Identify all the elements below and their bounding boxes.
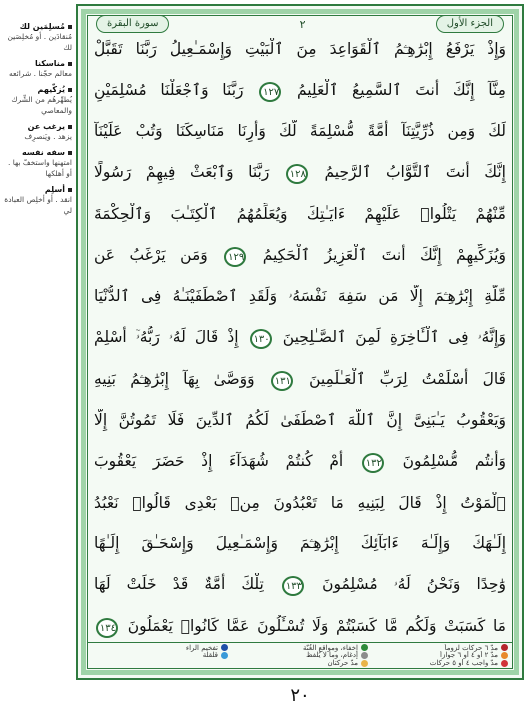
- color-dot-icon: [501, 660, 508, 667]
- legend-label: إخفاء، ومواقع الغُنّة: [302, 643, 358, 652]
- text-line: [94, 450, 506, 473]
- legend-label: تفخيم الراء: [185, 643, 218, 652]
- glossary-entry: [2, 22, 72, 53]
- text-line: [94, 326, 506, 349]
- verse-text: وَٰحِدًا وَنَحْنُ لَهُۥ مُسْلِمُونَ: [322, 575, 506, 594]
- verse-text: مَا كَسَبَتْ وَلَكُم مَّا كَسَبْتُمْ وَلَا تُسْـَٔلُونَ عَمَّا كَانُوا۟ يَعْمَلُونَ: [127, 616, 506, 635]
- glossary-definition: يُطهِّرهُم من الشِّرك والمعاصي: [11, 95, 72, 115]
- margin-glossary: [2, 22, 72, 222]
- glossary-term: يرغب عن: [2, 122, 72, 131]
- verse-text: إِنَّكَ أَنتَ ٱلتَّوَّابُ ٱلرَّحِيمُ: [324, 163, 506, 182]
- legend-item: [232, 659, 368, 667]
- page-header: [88, 14, 512, 34]
- legend-item: [372, 659, 508, 667]
- color-dot-icon: [361, 652, 368, 659]
- legend-item: [92, 651, 228, 659]
- ayah-number-marker: ١٣٠: [250, 329, 272, 349]
- verse-text: ٱلْمَوْتُ إِذْ قَالَ لِبَنِيهِ مَا تَعْبُدُونَ مِنۢ بَعْدِى قَالُوا۟ نَعْبُدُ: [94, 493, 506, 512]
- text-line: [94, 492, 506, 514]
- legend-label: مدّ ٢ أو ٤ أو ٦ جوازاً: [440, 651, 498, 660]
- color-dot-icon: [501, 652, 508, 659]
- verse-text: وَيُزَكِّيهِمْ إِنَّكَ أَنتَ ٱلْعَزِيزُ ٱلْحَكِيمُ: [262, 245, 506, 264]
- juz-label: الجزء الأول: [436, 15, 504, 33]
- glossary-definition: امتهنها واستخفّ بها . أو أهلكها: [7, 158, 72, 178]
- color-dot-icon: [361, 644, 368, 651]
- color-dot-icon: [501, 644, 508, 651]
- text-line: [94, 409, 506, 431]
- verse-text: لَكَ وَمِن ذُرِّيَّتِنَآ أُمَّةً مُّسْلِمَةً لَّكَ وَأَرِنَا مَنَاسِكَنَا وَتُبْ عَلَيْنَآ: [94, 122, 506, 141]
- legend-label: قلقلة: [202, 651, 218, 660]
- color-dot-icon: [221, 652, 228, 659]
- text-line: [94, 161, 506, 184]
- glossary-term: سفه نفسه: [2, 148, 72, 157]
- verse-text: وَمَن يَرْغَبُ عَن: [94, 245, 208, 264]
- verse-text: مِّلَّةِ إِبْرَٰهِـۧمَ إِلَّا مَن سَفِهَ نَفْسَهُۥ وَلَقَدِ ٱصْطَفَيْنَـٰهُ فِى ٱلدُّنْيَا: [94, 287, 506, 306]
- glossary-term: أسلِم: [2, 185, 72, 194]
- verse-text: إِذْ قَالَ لَهُۥ رَبُّهُۥٓ أَسْلِمْ: [94, 327, 239, 346]
- ayah-number-marker: ١٣٤: [96, 618, 118, 638]
- glossary-definition: انقد . أو أخلِص العبادة لي: [4, 195, 72, 215]
- page-frame: [76, 4, 524, 680]
- verse-text: رَبَّنَا وَٱبْعَثْ فِيهِمْ رَسُولًا: [94, 163, 270, 182]
- color-dot-icon: [221, 644, 228, 651]
- text-line: [94, 285, 506, 307]
- surah-label: سورة البقرة: [96, 15, 169, 33]
- verse-text: رَبَّنَا وَٱجْعَلْنَا مُسْلِمَيْنِ: [94, 80, 244, 99]
- verse-text: وَإِنَّهُۥ فِى ٱلْـَٔاخِرَةِ لَمِنَ ٱلصَّـٰلِحِينَ: [282, 327, 506, 346]
- ayah-number-marker: ١٣١: [271, 371, 293, 391]
- glossary-entry: [2, 185, 72, 216]
- text-line: [94, 615, 506, 638]
- verse-text: وَإِذْ يَرْفَعُ إِبْرَٰهِـۧمُ ٱلْقَوَاعِدَ مِنَ ٱلْبَيْتِ وَإِسْمَـٰعِيلُ رَبَّنَا تَقَبَّلْ: [94, 40, 506, 58]
- page-number: ٢٠: [290, 685, 310, 706]
- verse-text: قَالَ أَسْلَمْتُ لِرَبِّ ٱلْعَـٰلَمِينَ: [309, 369, 506, 388]
- glossary-term: مناسكنا: [2, 59, 72, 68]
- glossary-definition: يزهد . ويَنصرِف: [24, 132, 72, 141]
- ayah-number-marker: ١٣٣: [282, 576, 304, 596]
- header-page-number: ٢: [299, 17, 306, 31]
- verse-text: أَمْ كُنتُمْ شُهَدَآءَ إِذْ حَضَرَ يَعْقُوبَ: [94, 452, 344, 471]
- text-line: [94, 203, 506, 225]
- text-line: [94, 368, 506, 391]
- text-line: [94, 79, 506, 102]
- glossary-entry: [2, 122, 72, 142]
- glossary-term: مُسلِمَين لك: [2, 22, 72, 31]
- verse-text: وَأَنتُم مُّسْلِمُونَ: [402, 452, 506, 471]
- glossary-entry: [2, 148, 72, 179]
- color-dot-icon: [361, 660, 368, 667]
- text-line: [94, 38, 506, 60]
- verse-text: إِلَـٰهَكَ وَإِلَـٰهَ ءَابَآئِكَ إِبْرَٰهِـۧمَ وَإِسْمَـٰعِيلَ وَإِسْحَـٰقَ إِلَـٰهًا: [94, 534, 506, 553]
- legend-label: إدغام، وما لا يُلفظ: [306, 651, 358, 660]
- legend-label: مدّ ٦ حركات لزوماً: [444, 643, 498, 652]
- glossary-definition: مُنقادَين . أو مُخلِصَين لك: [7, 32, 72, 52]
- text-line: [94, 120, 506, 142]
- tajweed-legend: [88, 642, 512, 668]
- glossary-entry: [2, 59, 72, 79]
- verse-text: وَيَعْقُوبُ يَـٰبَنِىَّ إِنَّ ٱللَّهَ ٱصْطَفَىٰ لَكُمُ ٱلدِّينَ فَلَا تَمُوتُنَّ إِلَّا: [94, 411, 506, 430]
- text-line: [94, 573, 506, 596]
- ayah-number-marker: ١٢٧: [259, 82, 281, 102]
- glossary-term: يُزكّيهم: [2, 85, 72, 94]
- glossary-definition: معالم حجّنا . شرائعه: [9, 69, 72, 78]
- glossary-entry: [2, 85, 72, 116]
- ayah-number-marker: ١٣٢: [362, 453, 384, 473]
- text-line: [94, 244, 506, 267]
- verse-text: مِنَّآ إِنَّكَ أَنتَ ٱلسَّمِيعُ ٱلْعَلِيمُ: [296, 80, 506, 99]
- ayah-number-marker: ١٢٨: [286, 164, 308, 184]
- verse-text: وَوَصَّىٰ بِهَآ إِبْرَٰهِـۧمُ بَنِيهِ: [94, 369, 255, 388]
- text-line: [94, 532, 506, 554]
- verse-text: مِّنْهُمْ يَتْلُوا۟ عَلَيْهِمْ ءَايَـٰتِكَ وَيُعَلِّمُهُمُ ٱلْكِتَـٰبَ وَٱلْحِكْمَةَ: [94, 204, 506, 223]
- quran-text: [94, 38, 506, 638]
- verse-text: تِلْكَ أُمَّةٌ قَدْ خَلَتْ لَهَا: [94, 575, 264, 594]
- legend-label: مدّ حركتان: [327, 659, 358, 667]
- legend-label: مدّ واجب ٤ أو ٥ حركات: [429, 659, 498, 667]
- ayah-number-marker: ١٢٩: [224, 247, 246, 267]
